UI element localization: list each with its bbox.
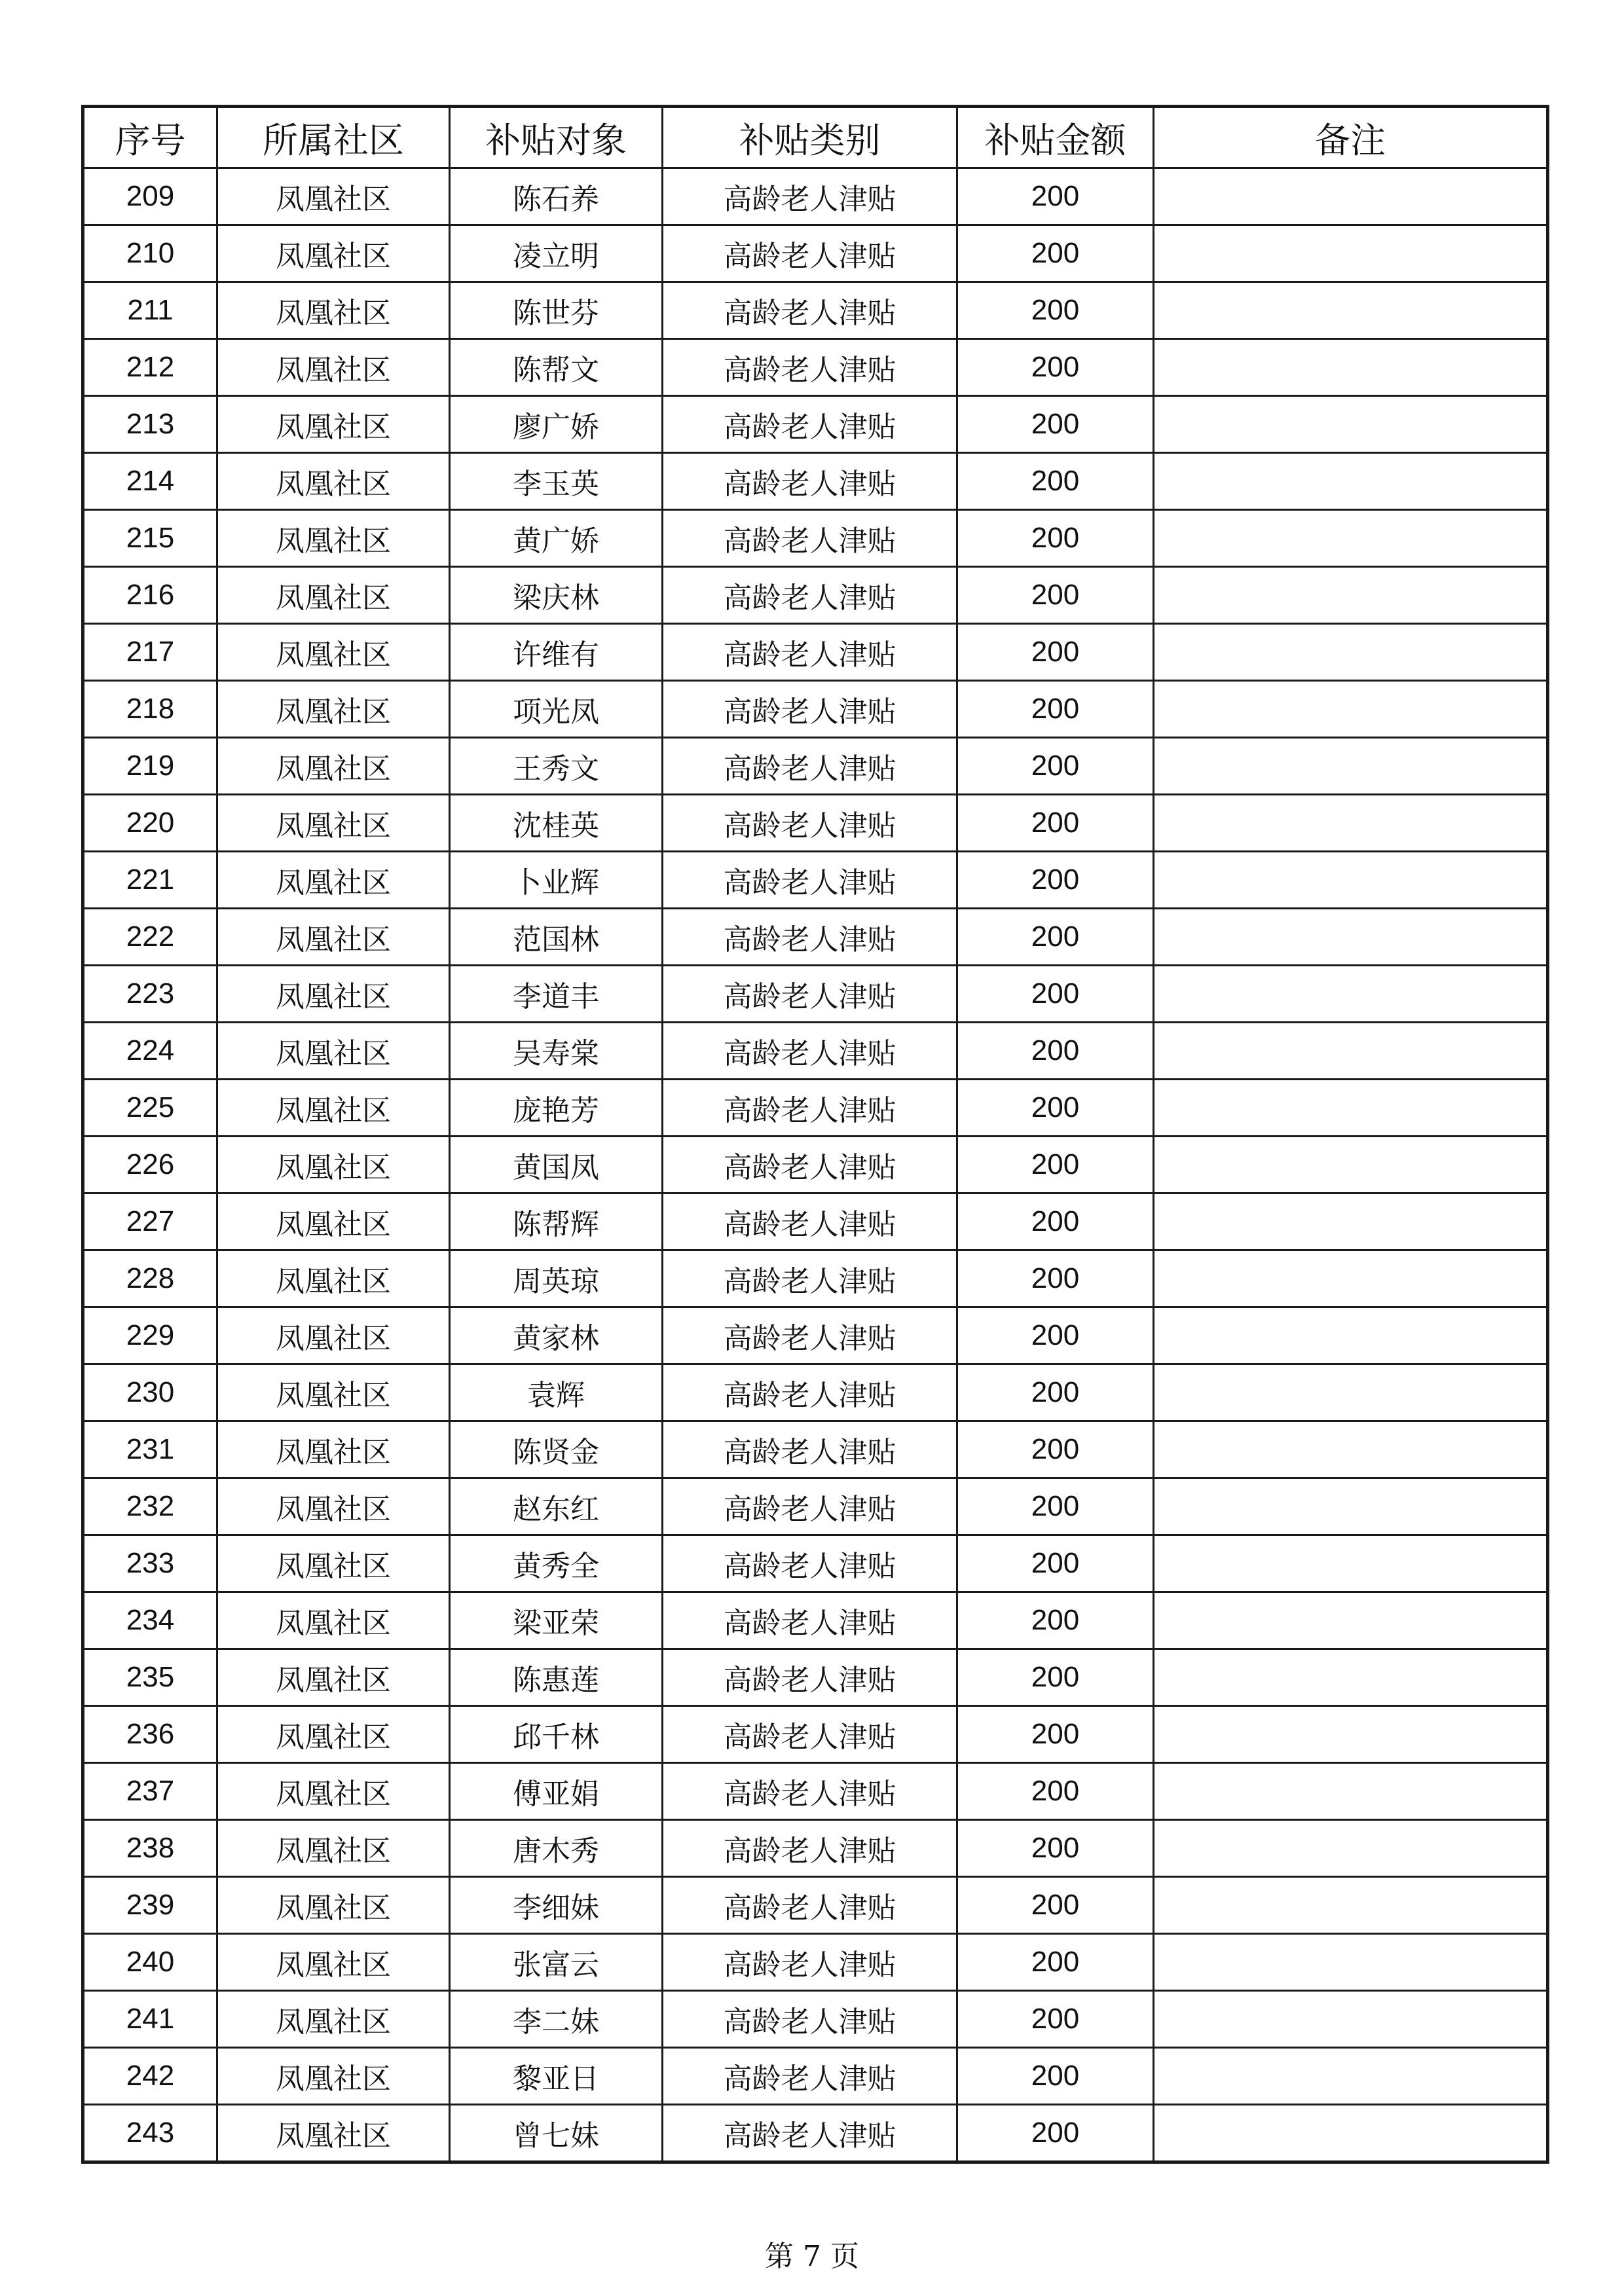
cell-serial-number: 229 [83,1307,217,1364]
cell-remark [1154,624,1548,681]
cell-recipient: 梁亚荣 [450,1592,663,1649]
cell-remark [1154,168,1548,225]
cell-remark [1154,1421,1548,1478]
cell-serial-number: 222 [83,909,217,966]
cell-recipient: 黄广娇 [450,510,663,567]
cell-serial-number: 215 [83,510,217,567]
cell-subsidy-amount: 200 [957,852,1154,909]
table-row [83,624,1548,681]
table-row [83,1649,1548,1706]
table-row [83,1763,1548,1820]
cell-recipient: 唐木秀 [450,1820,663,1877]
cell-subsidy-category: 高龄老人津贴 [663,1535,957,1592]
cell-serial-number: 220 [83,795,217,852]
cell-serial-number: 224 [83,1023,217,1080]
cell-recipient: 赵东红 [450,1478,663,1535]
cell-subsidy-amount: 200 [957,681,1154,738]
cell-subsidy-category: 高龄老人津贴 [663,1194,957,1250]
cell-subsidy-amount: 200 [957,624,1154,681]
cell-remark [1154,1535,1548,1592]
cell-community: 凤凰社区 [217,909,450,966]
cell-remark [1154,681,1548,738]
cell-subsidy-amount: 200 [957,1877,1154,1934]
cell-community: 凤凰社区 [217,1763,450,1820]
cell-recipient: 周英琼 [450,1250,663,1307]
table-row [83,738,1548,795]
cell-recipient: 陈帮文 [450,339,663,396]
cell-remark [1154,1991,1548,2048]
cell-community: 凤凰社区 [217,282,450,339]
cell-community: 凤凰社区 [217,966,450,1023]
cell-recipient: 黄秀全 [450,1535,663,1592]
cell-remark [1154,396,1548,453]
cell-serial-number: 243 [83,2105,217,2162]
cell-subsidy-category: 高龄老人津贴 [663,1592,957,1649]
cell-subsidy-category: 高龄老人津贴 [663,282,957,339]
cell-subsidy-category: 高龄老人津贴 [663,966,957,1023]
table-row [83,852,1548,909]
table-row [83,339,1548,396]
table-row [83,1934,1548,1991]
table-row [83,1023,1548,1080]
header-serial-number: 序号 [83,107,217,168]
cell-community: 凤凰社区 [217,1649,450,1706]
cell-remark [1154,2105,1548,2162]
cell-subsidy-category: 高龄老人津贴 [663,1820,957,1877]
cell-remark [1154,966,1548,1023]
cell-serial-number: 214 [83,453,217,510]
cell-serial-number: 209 [83,168,217,225]
cell-remark [1154,1307,1548,1364]
cell-community: 凤凰社区 [217,225,450,282]
cell-community: 凤凰社区 [217,1080,450,1137]
cell-community: 凤凰社区 [217,795,450,852]
cell-recipient: 李二妹 [450,1991,663,2048]
cell-remark [1154,510,1548,567]
cell-serial-number: 240 [83,1934,217,1991]
cell-community: 凤凰社区 [217,339,450,396]
cell-recipient: 张富云 [450,1934,663,1991]
cell-remark [1154,1364,1548,1421]
cell-subsidy-category: 高龄老人津贴 [663,453,957,510]
table-row [83,1706,1548,1763]
cell-recipient: 沈桂英 [450,795,663,852]
header-recipient: 补贴对象 [450,107,663,168]
cell-remark [1154,453,1548,510]
cell-remark [1154,1080,1548,1137]
table-row [83,795,1548,852]
cell-serial-number: 210 [83,225,217,282]
cell-subsidy-amount: 200 [957,1478,1154,1535]
cell-community: 凤凰社区 [217,567,450,624]
cell-subsidy-category: 高龄老人津贴 [663,1364,957,1421]
cell-serial-number: 232 [83,1478,217,1535]
cell-subsidy-amount: 200 [957,795,1154,852]
cell-community: 凤凰社区 [217,453,450,510]
cell-subsidy-amount: 200 [957,2048,1154,2105]
cell-subsidy-category: 高龄老人津贴 [663,510,957,567]
cell-subsidy-amount: 200 [957,1535,1154,1592]
page-number: 第 7 页 [765,2240,859,2273]
cell-subsidy-amount: 200 [957,1250,1154,1307]
cell-remark [1154,339,1548,396]
cell-subsidy-amount: 200 [957,1194,1154,1250]
cell-serial-number: 219 [83,738,217,795]
cell-remark [1154,1763,1548,1820]
cell-serial-number: 241 [83,1991,217,2048]
cell-subsidy-amount: 200 [957,339,1154,396]
subsidy-roster-sheet [81,105,1546,2164]
table-row [83,1194,1548,1250]
header-community: 所属社区 [217,107,450,168]
table-row [83,1421,1548,1478]
cell-serial-number: 239 [83,1877,217,1934]
cell-subsidy-amount: 200 [957,1421,1154,1478]
cell-subsidy-category: 高龄老人津贴 [663,1250,957,1307]
cell-recipient: 王秀文 [450,738,663,795]
cell-serial-number: 218 [83,681,217,738]
cell-recipient: 李细妹 [450,1877,663,1934]
cell-remark [1154,1877,1548,1934]
subsidy-roster-table [81,105,1549,2164]
cell-subsidy-amount: 200 [957,1307,1154,1364]
cell-subsidy-category: 高龄老人津贴 [663,624,957,681]
cell-serial-number: 231 [83,1421,217,1478]
cell-subsidy-category: 高龄老人津贴 [663,738,957,795]
cell-subsidy-amount: 200 [957,1023,1154,1080]
cell-recipient: 陈世芬 [450,282,663,339]
cell-subsidy-amount: 200 [957,1763,1154,1820]
cell-community: 凤凰社区 [217,2105,450,2162]
cell-community: 凤凰社区 [217,1421,450,1478]
header-subsidy-category: 补贴类别 [663,107,957,168]
cell-remark [1154,282,1548,339]
cell-remark [1154,909,1548,966]
cell-subsidy-category: 高龄老人津贴 [663,2048,957,2105]
cell-recipient: 项光凤 [450,681,663,738]
cell-recipient: 傅亚娟 [450,1763,663,1820]
table-row [83,1592,1548,1649]
cell-subsidy-amount: 200 [957,510,1154,567]
cell-community: 凤凰社区 [217,1934,450,1991]
table-row [83,2048,1548,2105]
table-row [83,282,1548,339]
cell-recipient: 李道丰 [450,966,663,1023]
header-subsidy-amount: 补贴金额 [957,107,1154,168]
table-row [83,453,1548,510]
cell-subsidy-category: 高龄老人津贴 [663,852,957,909]
cell-serial-number: 223 [83,966,217,1023]
table-body [83,168,1548,2162]
cell-subsidy-amount: 200 [957,225,1154,282]
cell-subsidy-category: 高龄老人津贴 [663,1706,957,1763]
cell-subsidy-category: 高龄老人津贴 [663,909,957,966]
cell-subsidy-amount: 200 [957,1364,1154,1421]
cell-subsidy-amount: 200 [957,1934,1154,1991]
cell-recipient: 黄家林 [450,1307,663,1364]
cell-subsidy-amount: 200 [957,1592,1154,1649]
cell-subsidy-amount: 200 [957,1706,1154,1763]
cell-serial-number: 216 [83,567,217,624]
cell-serial-number: 238 [83,1820,217,1877]
table-header-row [83,107,1548,168]
cell-serial-number: 212 [83,339,217,396]
header-remark: 备注 [1154,107,1548,168]
cell-recipient: 袁辉 [450,1364,663,1421]
cell-serial-number: 230 [83,1364,217,1421]
cell-community: 凤凰社区 [217,624,450,681]
cell-recipient: 梁庆林 [450,567,663,624]
cell-recipient: 凌立明 [450,225,663,282]
table-row [83,567,1548,624]
cell-subsidy-category: 高龄老人津贴 [663,681,957,738]
cell-community: 凤凰社区 [217,2048,450,2105]
cell-remark [1154,1194,1548,1250]
cell-subsidy-category: 高龄老人津贴 [663,1649,957,1706]
cell-subsidy-amount: 200 [957,168,1154,225]
table-row [83,1820,1548,1877]
cell-remark [1154,1649,1548,1706]
cell-subsidy-category: 高龄老人津贴 [663,1991,957,2048]
cell-serial-number: 211 [83,282,217,339]
cell-community: 凤凰社区 [217,1706,450,1763]
table-row [83,1080,1548,1137]
cell-subsidy-category: 高龄老人津贴 [663,1763,957,1820]
cell-subsidy-amount: 200 [957,1080,1154,1137]
table-row [83,510,1548,567]
cell-subsidy-category: 高龄老人津贴 [663,567,957,624]
cell-community: 凤凰社区 [217,1820,450,1877]
cell-subsidy-amount: 200 [957,1820,1154,1877]
table-row [83,966,1548,1023]
cell-remark [1154,1706,1548,1763]
table-row [83,1137,1548,1194]
cell-community: 凤凰社区 [217,1478,450,1535]
cell-remark [1154,1137,1548,1194]
cell-subsidy-category: 高龄老人津贴 [663,1934,957,1991]
cell-subsidy-category: 高龄老人津贴 [663,396,957,453]
table-row [83,1535,1548,1592]
cell-remark [1154,1478,1548,1535]
table-row [83,396,1548,453]
cell-subsidy-category: 高龄老人津贴 [663,339,957,396]
cell-recipient: 廖广娇 [450,396,663,453]
cell-subsidy-amount: 200 [957,567,1154,624]
cell-recipient: 曾七妹 [450,2105,663,2162]
cell-community: 凤凰社区 [217,396,450,453]
cell-subsidy-category: 高龄老人津贴 [663,1307,957,1364]
cell-serial-number: 242 [83,2048,217,2105]
cell-subsidy-amount: 200 [957,909,1154,966]
cell-remark [1154,1250,1548,1307]
cell-serial-number: 233 [83,1535,217,1592]
cell-serial-number: 226 [83,1137,217,1194]
cell-subsidy-category: 高龄老人津贴 [663,225,957,282]
cell-subsidy-amount: 200 [957,1649,1154,1706]
table-row [83,909,1548,966]
cell-recipient: 范国林 [450,909,663,966]
cell-community: 凤凰社区 [217,681,450,738]
cell-subsidy-category: 高龄老人津贴 [663,1137,957,1194]
cell-remark [1154,225,1548,282]
cell-serial-number: 213 [83,396,217,453]
cell-remark [1154,1934,1548,1991]
cell-recipient: 陈石养 [450,168,663,225]
cell-serial-number: 235 [83,1649,217,1706]
cell-community: 凤凰社区 [217,1307,450,1364]
cell-recipient: 吴寿棠 [450,1023,663,1080]
cell-serial-number: 237 [83,1763,217,1820]
cell-community: 凤凰社区 [217,1592,450,1649]
cell-serial-number: 225 [83,1080,217,1137]
table-row [83,1991,1548,2048]
cell-community: 凤凰社区 [217,1991,450,2048]
cell-subsidy-amount: 200 [957,1137,1154,1194]
cell-remark [1154,738,1548,795]
cell-community: 凤凰社区 [217,852,450,909]
table-row [83,168,1548,225]
cell-serial-number: 221 [83,852,217,909]
cell-remark [1154,567,1548,624]
cell-recipient: 陈贤金 [450,1421,663,1478]
cell-recipient: 邱千林 [450,1706,663,1763]
cell-remark [1154,1023,1548,1080]
cell-subsidy-category: 高龄老人津贴 [663,1478,957,1535]
cell-recipient: 陈帮辉 [450,1194,663,1250]
cell-serial-number: 227 [83,1194,217,1250]
cell-subsidy-amount: 200 [957,2105,1154,2162]
cell-community: 凤凰社区 [217,1023,450,1080]
cell-serial-number: 236 [83,1706,217,1763]
table-row [83,1877,1548,1934]
table-row [83,2105,1548,2162]
cell-subsidy-amount: 200 [957,1991,1154,2048]
cell-recipient: 黎亚日 [450,2048,663,2105]
cell-subsidy-category: 高龄老人津贴 [663,795,957,852]
table-row [83,1307,1548,1364]
cell-serial-number: 228 [83,1250,217,1307]
cell-remark [1154,852,1548,909]
cell-recipient: 庞艳芳 [450,1080,663,1137]
table-row [83,681,1548,738]
cell-community: 凤凰社区 [217,1194,450,1250]
cell-community: 凤凰社区 [217,510,450,567]
cell-subsidy-amount: 200 [957,966,1154,1023]
table-row [83,1364,1548,1421]
cell-community: 凤凰社区 [217,1250,450,1307]
cell-subsidy-amount: 200 [957,282,1154,339]
cell-recipient: 黄国凤 [450,1137,663,1194]
table-row [83,225,1548,282]
cell-serial-number: 234 [83,1592,217,1649]
cell-remark [1154,2048,1548,2105]
cell-subsidy-amount: 200 [957,453,1154,510]
cell-subsidy-category: 高龄老人津贴 [663,2105,957,2162]
cell-remark [1154,1592,1548,1649]
cell-subsidy-amount: 200 [957,396,1154,453]
cell-subsidy-category: 高龄老人津贴 [663,168,957,225]
cell-community: 凤凰社区 [217,1137,450,1194]
cell-remark [1154,1820,1548,1877]
cell-serial-number: 217 [83,624,217,681]
cell-subsidy-category: 高龄老人津贴 [663,1421,957,1478]
cell-remark [1154,795,1548,852]
cell-community: 凤凰社区 [217,1364,450,1421]
cell-subsidy-category: 高龄老人津贴 [663,1080,957,1137]
cell-community: 凤凰社区 [217,1535,450,1592]
cell-subsidy-category: 高龄老人津贴 [663,1877,957,1934]
table-row [83,1250,1548,1307]
cell-recipient: 许维有 [450,624,663,681]
cell-recipient: 卜业辉 [450,852,663,909]
cell-community: 凤凰社区 [217,738,450,795]
cell-recipient: 李玉英 [450,453,663,510]
cell-community: 凤凰社区 [217,1877,450,1934]
cell-subsidy-amount: 200 [957,738,1154,795]
cell-subsidy-category: 高龄老人津贴 [663,1023,957,1080]
table-row [83,1478,1548,1535]
cell-community: 凤凰社区 [217,168,450,225]
cell-recipient: 陈惠莲 [450,1649,663,1706]
